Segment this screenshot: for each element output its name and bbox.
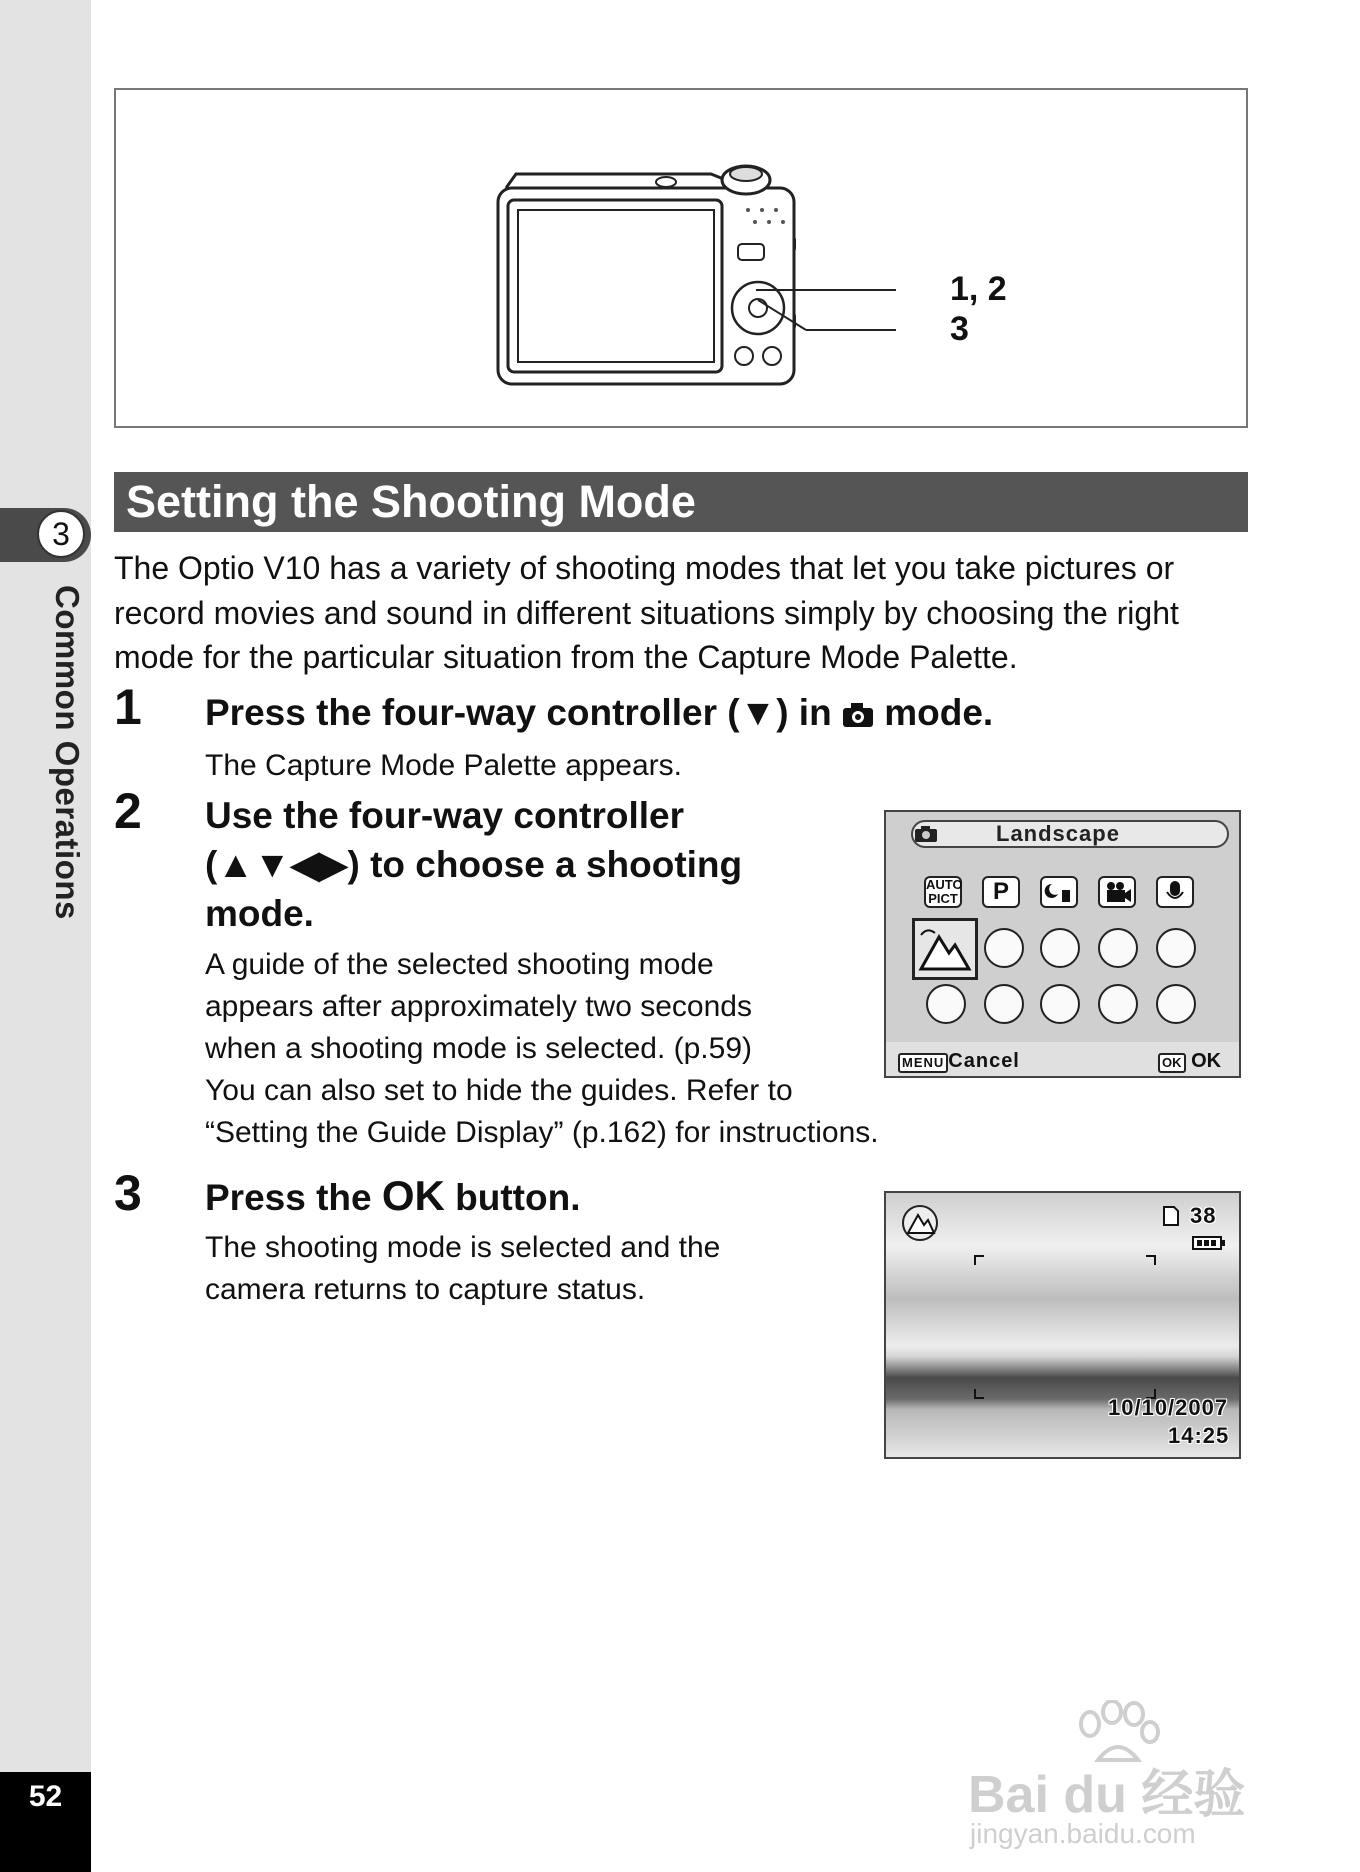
focus-frame-top-left xyxy=(974,1255,984,1265)
step-3-title: Press the OK button. xyxy=(205,1172,581,1219)
ok-button-label: OK xyxy=(381,1172,445,1219)
step-2-title: Use the four-way controller (▲▼◀▶) to choose a shooting mode. xyxy=(205,795,743,934)
pet-mode-icon[interactable] xyxy=(1040,984,1080,1024)
kids-mode-icon[interactable] xyxy=(984,984,1024,1024)
landscape-mode-icon-selected[interactable] xyxy=(912,918,978,980)
memory-card-icon xyxy=(1162,1205,1180,1227)
capture-date: 10/10/2007 xyxy=(1108,1395,1229,1420)
chapter-number: 3 xyxy=(37,510,85,558)
ok-key: OK xyxy=(1158,1053,1186,1073)
step-1-number: 1 xyxy=(114,679,142,735)
food-mode-icon[interactable] xyxy=(1098,984,1138,1024)
focus-frame-top-right xyxy=(1146,1255,1156,1265)
camera-icon xyxy=(914,825,938,843)
night-scene-mode-icon[interactable] xyxy=(1040,876,1078,908)
landscape-mode-indicator-icon xyxy=(900,1205,940,1241)
digital-shake-reduction-mode-icon[interactable] xyxy=(926,984,966,1024)
page-number: 52 xyxy=(28,1780,63,1813)
battery-icon xyxy=(1192,1235,1226,1251)
portrait-mode-icon[interactable] xyxy=(1040,928,1080,968)
frame-composite-mode-icon[interactable] xyxy=(1156,984,1196,1024)
palette-selected-mode: Landscape xyxy=(996,821,1120,846)
capture-status-screen xyxy=(884,1191,1241,1459)
shots-remaining: 38 xyxy=(1190,1203,1217,1228)
watermark-brand: Bai du 经验 xyxy=(968,1766,1246,1824)
program-mode-icon[interactable]: P xyxy=(982,876,1020,908)
capture-time: 14:25 xyxy=(1168,1423,1230,1448)
capture-mode-palette-screen xyxy=(884,810,1241,1078)
flower-mode-icon[interactable] xyxy=(984,928,1024,968)
camera-figure xyxy=(114,88,1248,428)
step-2-number: 2 xyxy=(114,783,142,839)
voice-recording-mode-icon[interactable] xyxy=(1156,876,1194,908)
snow-mode-icon[interactable] xyxy=(1098,928,1138,968)
step-1-description: The Capture Mode Palette appears. xyxy=(205,749,682,782)
sport-mode-icon[interactable] xyxy=(1156,928,1196,968)
ok-hint[interactable]: OK OK xyxy=(1158,1050,1221,1073)
auto-picture-mode-icon[interactable]: AUTO PICT xyxy=(926,877,963,906)
callout-step-3: 3 xyxy=(950,310,969,348)
focus-frame-bottom-left xyxy=(974,1389,984,1399)
callout-steps-1-2: 1, 2 xyxy=(950,270,1007,308)
camera-back-illustration xyxy=(496,160,796,390)
chapter-title: Common Operations xyxy=(49,585,86,920)
camera-mode-icon xyxy=(842,702,874,728)
callout-lines xyxy=(756,270,916,350)
section-heading: Setting the Shooting Mode xyxy=(126,476,696,527)
section-intro: The Optio V10 has a variety of shooting modes that let you take pictures or record movies and sound in different situations simply by choosing the right mode for the particular situation from the Capture Mode Palette. xyxy=(114,550,1179,675)
movie-mode-icon[interactable] xyxy=(1098,876,1136,908)
step-2-description: A guide of the selected shooting mode appears after approximately two seconds when a shooting mode is selected. (p.59) You can also set to hide the guides. Refer to “Setting the Guide Display” (p.162) for instructions. xyxy=(205,948,879,1149)
step-3-number: 3 xyxy=(114,1165,142,1221)
watermark-url: jingyan.baidu.com xyxy=(970,1818,1196,1849)
step-3-description: The shooting mode is selected and the camera returns to capture status. xyxy=(205,1231,721,1306)
step-1-title: Press the four-way controller (▼) in mode. xyxy=(205,692,994,733)
cancel-hint[interactable]: MENU Cancel xyxy=(898,1050,1020,1073)
menu-key: MENU xyxy=(898,1053,948,1073)
